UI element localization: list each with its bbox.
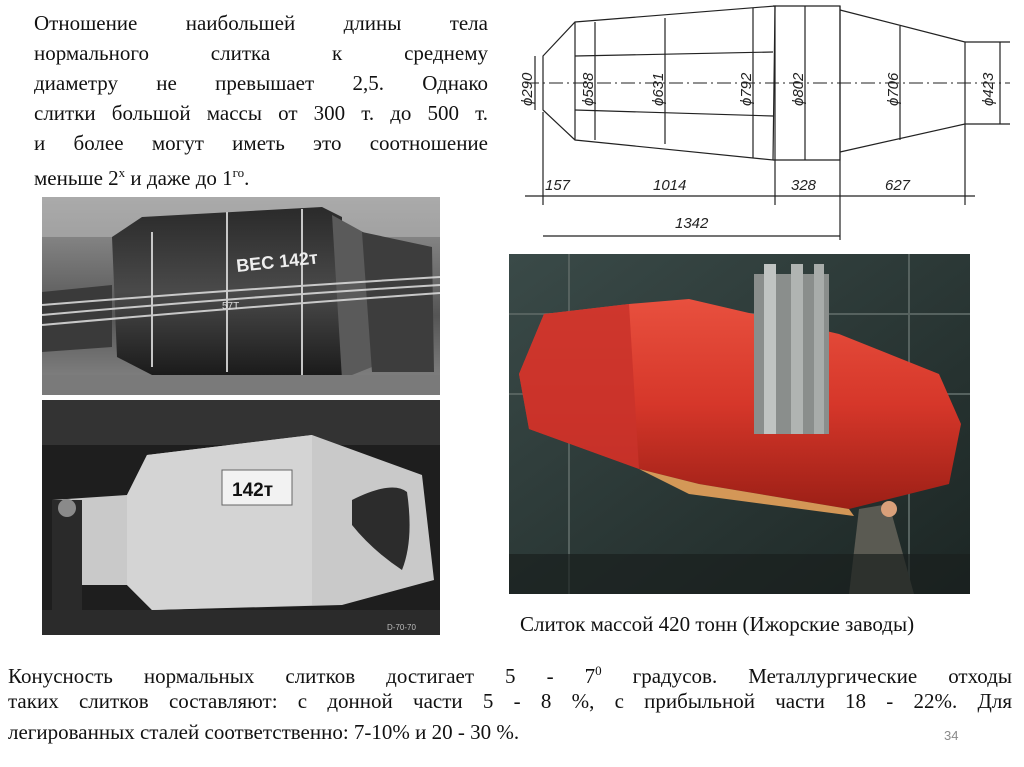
intro-line-1: Отношение наибольшей длины тела [34, 11, 488, 35]
intro-paragraph [34, 8, 488, 188]
length-label-328: 328 [791, 177, 817, 194]
taper-paragraph [8, 655, 1012, 748]
superscript-go: го [232, 165, 245, 180]
photo-caption: Слиток массой 420 тонн (Ижорские заводы) [520, 612, 915, 636]
intro-line-2: нормального слитка к среднему [34, 41, 488, 65]
diameter-label-706: ϕ706 [885, 72, 902, 106]
taper-line-2: таких слитков составляют: с донной части 5 - 8 %, с прибыльной части 18 - 22%. Для [8, 689, 1012, 713]
length-label-627: 627 [885, 177, 911, 194]
intro-line-6-suffix: . [244, 166, 250, 190]
taper-line-1-suffix: градусов. Металлургические отходы [601, 664, 1012, 688]
intro-line-6 [34, 158, 488, 188]
taper-line-3: легированных сталей соответственно: 7-10% и 20 - 30 %. [8, 720, 520, 744]
ingot-weight-marking: ВЕС 142т [235, 247, 319, 276]
intro-line-5: и более могут иметь это соотношение [34, 131, 488, 155]
cross-section-corner-code: D-70-70 [387, 623, 416, 632]
taper-line-1-prefix: Конусность нормальных слитков достигает 5 - 7 [8, 664, 596, 688]
intro-line-6-middle: и даже до 1 [125, 166, 233, 190]
ingot-420-ton-photo [509, 254, 970, 594]
length-label-157: 157 [545, 177, 571, 194]
intro-line-3: диаметру не превышает 2,5. Однако [34, 71, 488, 95]
diameter-label-588: ϕ588 [580, 72, 597, 106]
ingot-420-ton-image [509, 254, 970, 594]
ingot-small-marking: 57Т [222, 301, 240, 312]
length-label-1014: 1014 [653, 177, 687, 194]
diameter-label-802: ϕ802 [790, 72, 807, 106]
page-number: 34 [944, 728, 959, 743]
intro-line-6-prefix: меньше 2 [34, 166, 119, 190]
superscript-x: х [118, 165, 126, 180]
drawing-ingot-head [840, 10, 965, 152]
intro-line-4: слитки большой массы от 300 т. до 500 т. [34, 101, 488, 125]
diameter-label-290: ϕ290 [519, 72, 536, 106]
ingot-photo-top-left [42, 197, 440, 395]
cross-section-weight-label: 142т [232, 480, 274, 501]
ingot-cross-section-image [42, 400, 440, 635]
ingot-cross-section-photo [42, 400, 440, 635]
diameter-label-792: ϕ792 [738, 72, 755, 106]
ingot-photo-top-left-image [42, 197, 440, 395]
ingot-technical-drawing [505, 0, 1024, 245]
degree-superscript: 0 [595, 663, 602, 678]
diameter-label-423: ϕ423 [980, 72, 997, 106]
length-label-total: 1342 [675, 215, 709, 232]
taper-line-1 [8, 655, 1012, 686]
diameter-label-631: ϕ631 [650, 72, 667, 106]
